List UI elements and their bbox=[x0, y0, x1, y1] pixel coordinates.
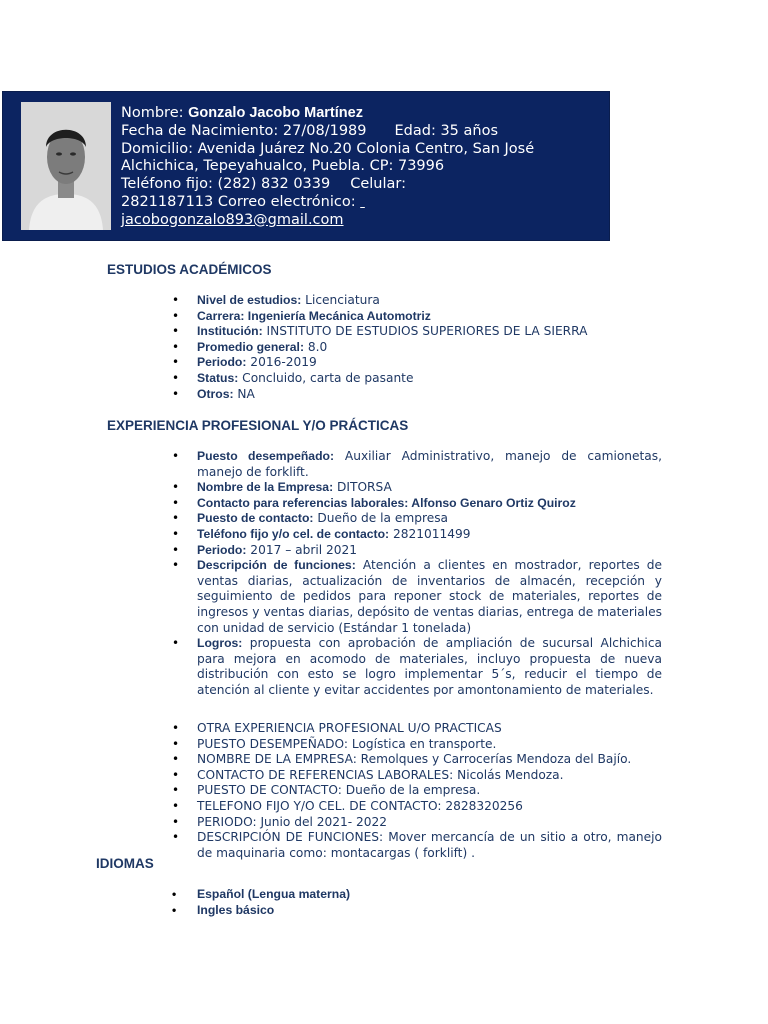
mobile-label: Celular: bbox=[350, 176, 407, 193]
list-item: • Periodo: 2017 – abril 2021 bbox=[172, 543, 662, 559]
name-label: Nombre: bbox=[121, 105, 189, 121]
list-item: • Nivel de estudios: Licenciatura bbox=[172, 293, 642, 309]
list-item: • Carrera: Ingeniería Mecánica Automotriz bbox=[172, 309, 642, 325]
list-item: • Logros: propuesta con aprobación de ampliación de sucursal Alchichica para mejora en acomodo de materiales, incluyo propuesta de nueva distribución con esto se logro implementar 5´s, reducir el tiempo de atención al cliente y evitar accidentes por amontonamiento de materiales. bbox=[172, 636, 662, 698]
phone: Teléfono fijo: (282) 832 0339 bbox=[121, 176, 331, 193]
address: Domicilio: Avenida Juárez No.20 Colonia Centro, San José Alchichica, Tepeyahualco, Puebla. CP: 73996 bbox=[121, 140, 535, 175]
list-item: • OTRA EXPERIENCIA PROFESIONAL U/O PRACTICAS bbox=[172, 721, 662, 737]
mobile-email-label: 2821187113 Correo electrónico: bbox=[121, 193, 356, 210]
list-item: • Otros: NA bbox=[172, 387, 642, 403]
list-item: • TELEFONO FIJO Y/O CEL. DE CONTACTO: 2828320256 bbox=[172, 799, 662, 815]
full-name: Gonzalo Jacobo Martínez bbox=[188, 105, 363, 121]
list-item: • NOMBRE DE LA EMPRESA: Remolques y Carrocerías Mendoza del Bajío. bbox=[172, 752, 662, 768]
list-item: • Descripción de funciones: Atención a clientes en mostrador, reportes de ventas diarias, actualización de inventarios de almacén, recepción y seguimiento de pedidos para reponer stock de materiales, reportes de ingresos y ventas diarias, depósito de ventas diarias, entrega de materiales con unidad de servicio (Estándar 1 tonelada) bbox=[172, 558, 662, 636]
list-item: • Institución: INSTITUTO DE ESTUDIOS SUPERIORES DE LA SIERRA bbox=[172, 324, 642, 340]
estudios-title: ESTUDIOS ACADÉMICOS bbox=[107, 262, 272, 277]
birth-date: 27/08/1989 bbox=[282, 122, 367, 139]
list-item: • Ingles básico bbox=[172, 903, 572, 919]
contact-info bbox=[121, 105, 601, 230]
idiomas-list bbox=[172, 887, 572, 918]
list-item: • Periodo: 2016-2019 bbox=[172, 355, 642, 371]
list-item: • Nombre de la Empresa: DITORSA bbox=[172, 480, 662, 496]
list-item: • Contacto para referencias laborales: Alfonso Genaro Ortiz Quiroz bbox=[172, 496, 662, 512]
profile-photo bbox=[21, 102, 111, 230]
list-item: • PUESTO DESEMPEÑADO: Logística en transporte. bbox=[172, 737, 662, 753]
list-item: • CONTACTO DE REFERENCIAS LABORALES: Nicolás Mendoza. bbox=[172, 768, 662, 784]
list-item: • Puesto desempeñado: Auxiliar Administrativo, manejo de camionetas, manejo de forklift. bbox=[172, 449, 662, 480]
age: Edad: 35 años bbox=[394, 122, 499, 139]
idiomas-title: IDIOMAS bbox=[96, 856, 154, 871]
list-item: • Status: Concluido, carta de pasante bbox=[172, 371, 642, 387]
list-item: • Puesto de contacto: Dueño de la empresa bbox=[172, 511, 662, 527]
list-item: • Promedio general: 8.0 bbox=[172, 340, 642, 356]
header-banner bbox=[2, 91, 610, 241]
birth-label: Fecha de Nacimiento: bbox=[121, 122, 283, 139]
experiencia-list bbox=[172, 449, 662, 699]
list-item: • Teléfono fijo y/o cel. de contacto: 2821011499 bbox=[172, 527, 662, 543]
experiencia-title: EXPERIENCIA PROFESIONAL Y/O PRÁCTICAS bbox=[107, 418, 409, 433]
list-item: • PUESTO DE CONTACTO: Dueño de la empresa. bbox=[172, 783, 662, 799]
list-item: • PERIODO: Junio del 2021- 2022 bbox=[172, 815, 662, 831]
list-item: • Español (Lengua materna) bbox=[172, 887, 572, 903]
list-item: • DESCRIPCIÓN DE FUNCIONES: Mover mercancía de un sitio a otro, manejo de maquinaria como: montacargas ( forklift) . bbox=[172, 830, 662, 861]
estudios-list bbox=[172, 293, 642, 402]
otra-experiencia-list bbox=[172, 721, 662, 861]
email-link[interactable]: jacobogonzalo893@gmail.com bbox=[121, 211, 344, 228]
